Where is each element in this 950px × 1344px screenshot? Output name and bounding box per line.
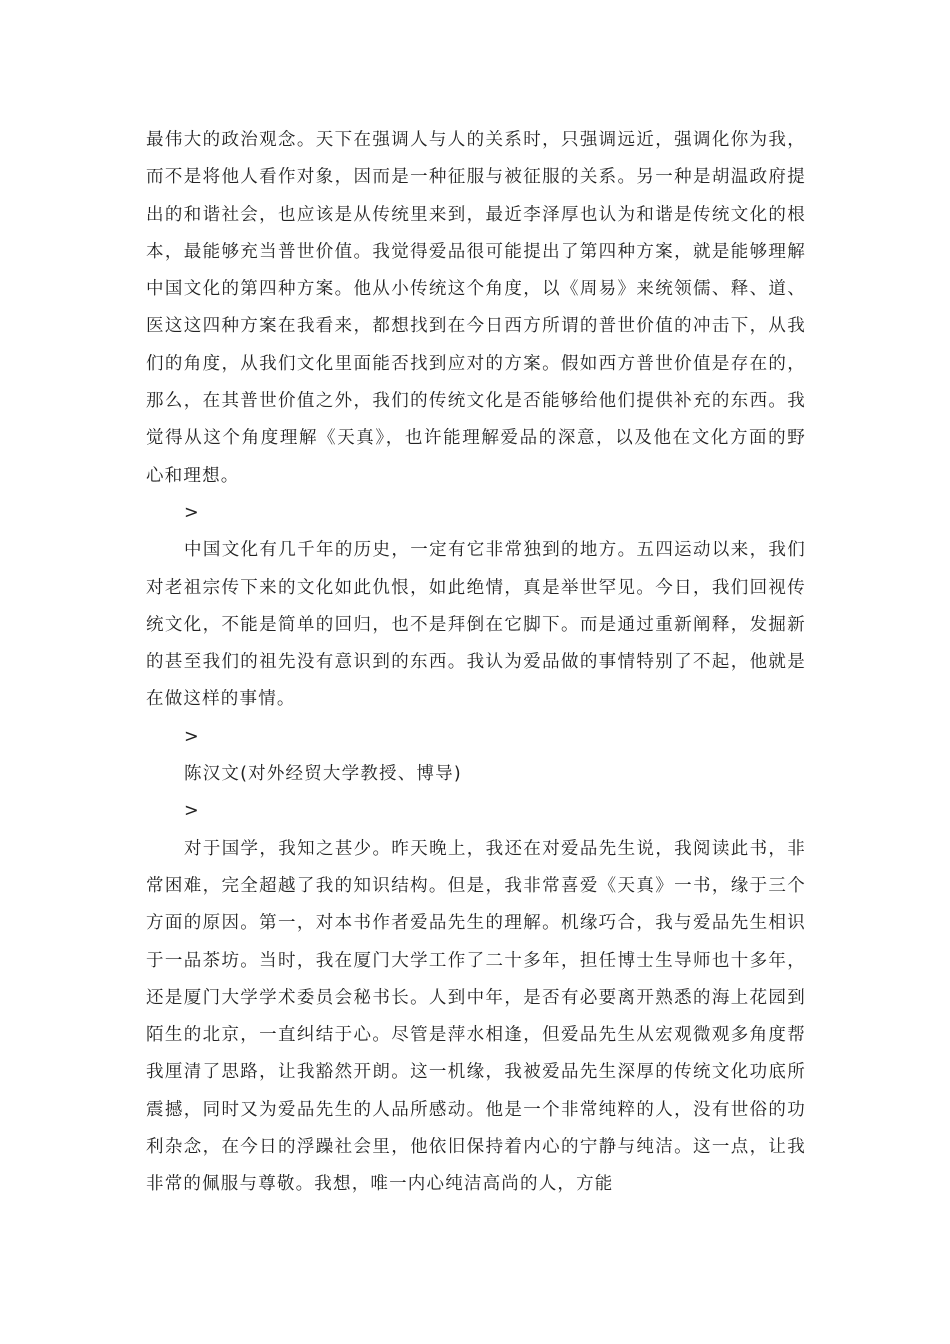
quote-marker: > (184, 801, 200, 822)
document-page (146, 122, 806, 1204)
quote-marker: > (184, 726, 200, 747)
body-paragraph: 中国文化有几千年的历史，一定有它非常独到的地方。五四运动以来，我们对老祖宗传下来的文化如此仇恨，如此绝情，真是举世罕见。今日，我们回视传统文化，不能是简单的回归，也不是拜倒在它脚下。而是通过重新阐释，发掘新的甚至我们的祖先没有意识到的东西。我认为爱品做的事情特别了不起，他就是在做这样的事情。 (146, 540, 806, 710)
body-paragraph: 对于国学，我知之甚少。昨天晚上，我还在对爱品先生说，我阅读此书，非常困难，完全超越了我的知识结构。但是，我非常喜爱《天真》一书，缘于三个方面的原因。第一，对本书作者爱品先生的理解。机缘巧合，我与爱品先生相识于一品茶坊。当时，我在厦门大学工作了二十多年，担任博士生导师也十多年，还是厦门大学学术委员会秘书长。人到中年，是否有必要离开熟悉的海上花园到陌生的北京，一直纠结于心。尽管是萍水相逢，但爱品先生从宏观微观多角度帮我厘清了思路，让我豁然开朗。这一机缘，我被爱品先生深厚的传统文化功底所震撼，同时又为爱品先生的人品所感动。他是一个非常纯粹的人，没有世俗的功利杂念，在今日的浮躁社会里，他依旧保持着内心的宁静与纯洁。这一点，让我非常的佩服与尊敬。我想，唯一内心纯洁高尚的人，方能 (146, 838, 806, 1195)
quote-marker: > (184, 502, 200, 523)
speaker-heading: 陈汉文(对外经贸大学教授、博导) (184, 764, 462, 785)
body-paragraph: 最伟大的政治观念。天下在强调人与人的关系时，只强调远近，强调化你为我，而不是将他人看作对象，因而是一种征服与被征服的关系。另一种是胡温政府提出的和谐社会，也应该是从传统里来到，最近李泽厚也认为和谐是传统文化的根本，最能够充当普世价值。我觉得爱品很可能提出了第四种方案，就是能够理解中国文化的第四种方案。他从小传统这个角度，以《周易》来统领儒、释、道、医这这四种方案在我看来，都想找到在今日西方所谓的普世价值的冲击下，从我们的角度，从我们文化里面能否找到应对的方案。假如西方普世价值是存在的，那么，在其普世价值之外，我们的传统文化是否能够给他们提供补充的东西。我觉得从这个角度理解《天真》，也许能理解爱品的深意，以及他在文化方面的野心和理想。 (146, 130, 806, 486)
